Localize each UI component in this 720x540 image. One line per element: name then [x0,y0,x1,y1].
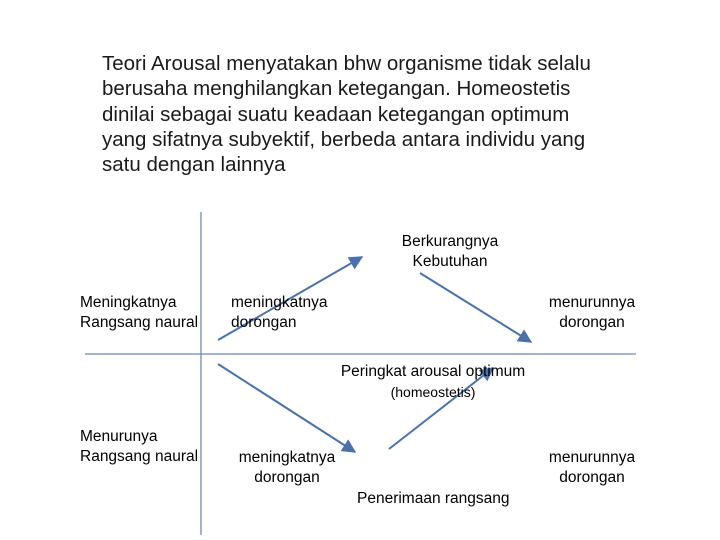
label-meningkatnya-dorongan-lower: meningkatnya dorongan [238,449,336,486]
label-menurunya-rangsang: Menurunya Rangsang naural [80,428,199,465]
paragraph-line: Teori Arousal menyatakan bhw organisme tidak selalu [102,52,591,75]
arrow-top-to-right [420,273,531,342]
paragraph-line: satu dengan lainnya [102,153,286,177]
label-meningkatnya-rangsang: Meningkatnya Rangsang naural [80,294,199,331]
label-berkurangnya-kebutuhan: Berkurangnya Kebutuhan [401,233,499,270]
label-penerimaan-rangsang: Penerimaan rangsang [357,490,510,507]
label-meningkatnya-dorongan-upper: meningkatnya dorongan [231,294,328,331]
paragraph-line: dinilai sebagai suatu keadaan ketegangan optimum [102,102,570,126]
paragraph-line: berusaha menghilangkan ketegangan. Homeostetis [102,77,571,101]
label-menurunnya-dorongan-upper: menurunnya dorongan [548,294,636,331]
label-arousal-optimum: Peringkat arousal optimum (homeostetis) [340,363,526,400]
paragraph-line: yang sifatnya subyektif, berbeda antara individu yang [102,127,586,151]
label-menurunnya-dorongan-lower: menurunnya dorongan [548,449,636,486]
